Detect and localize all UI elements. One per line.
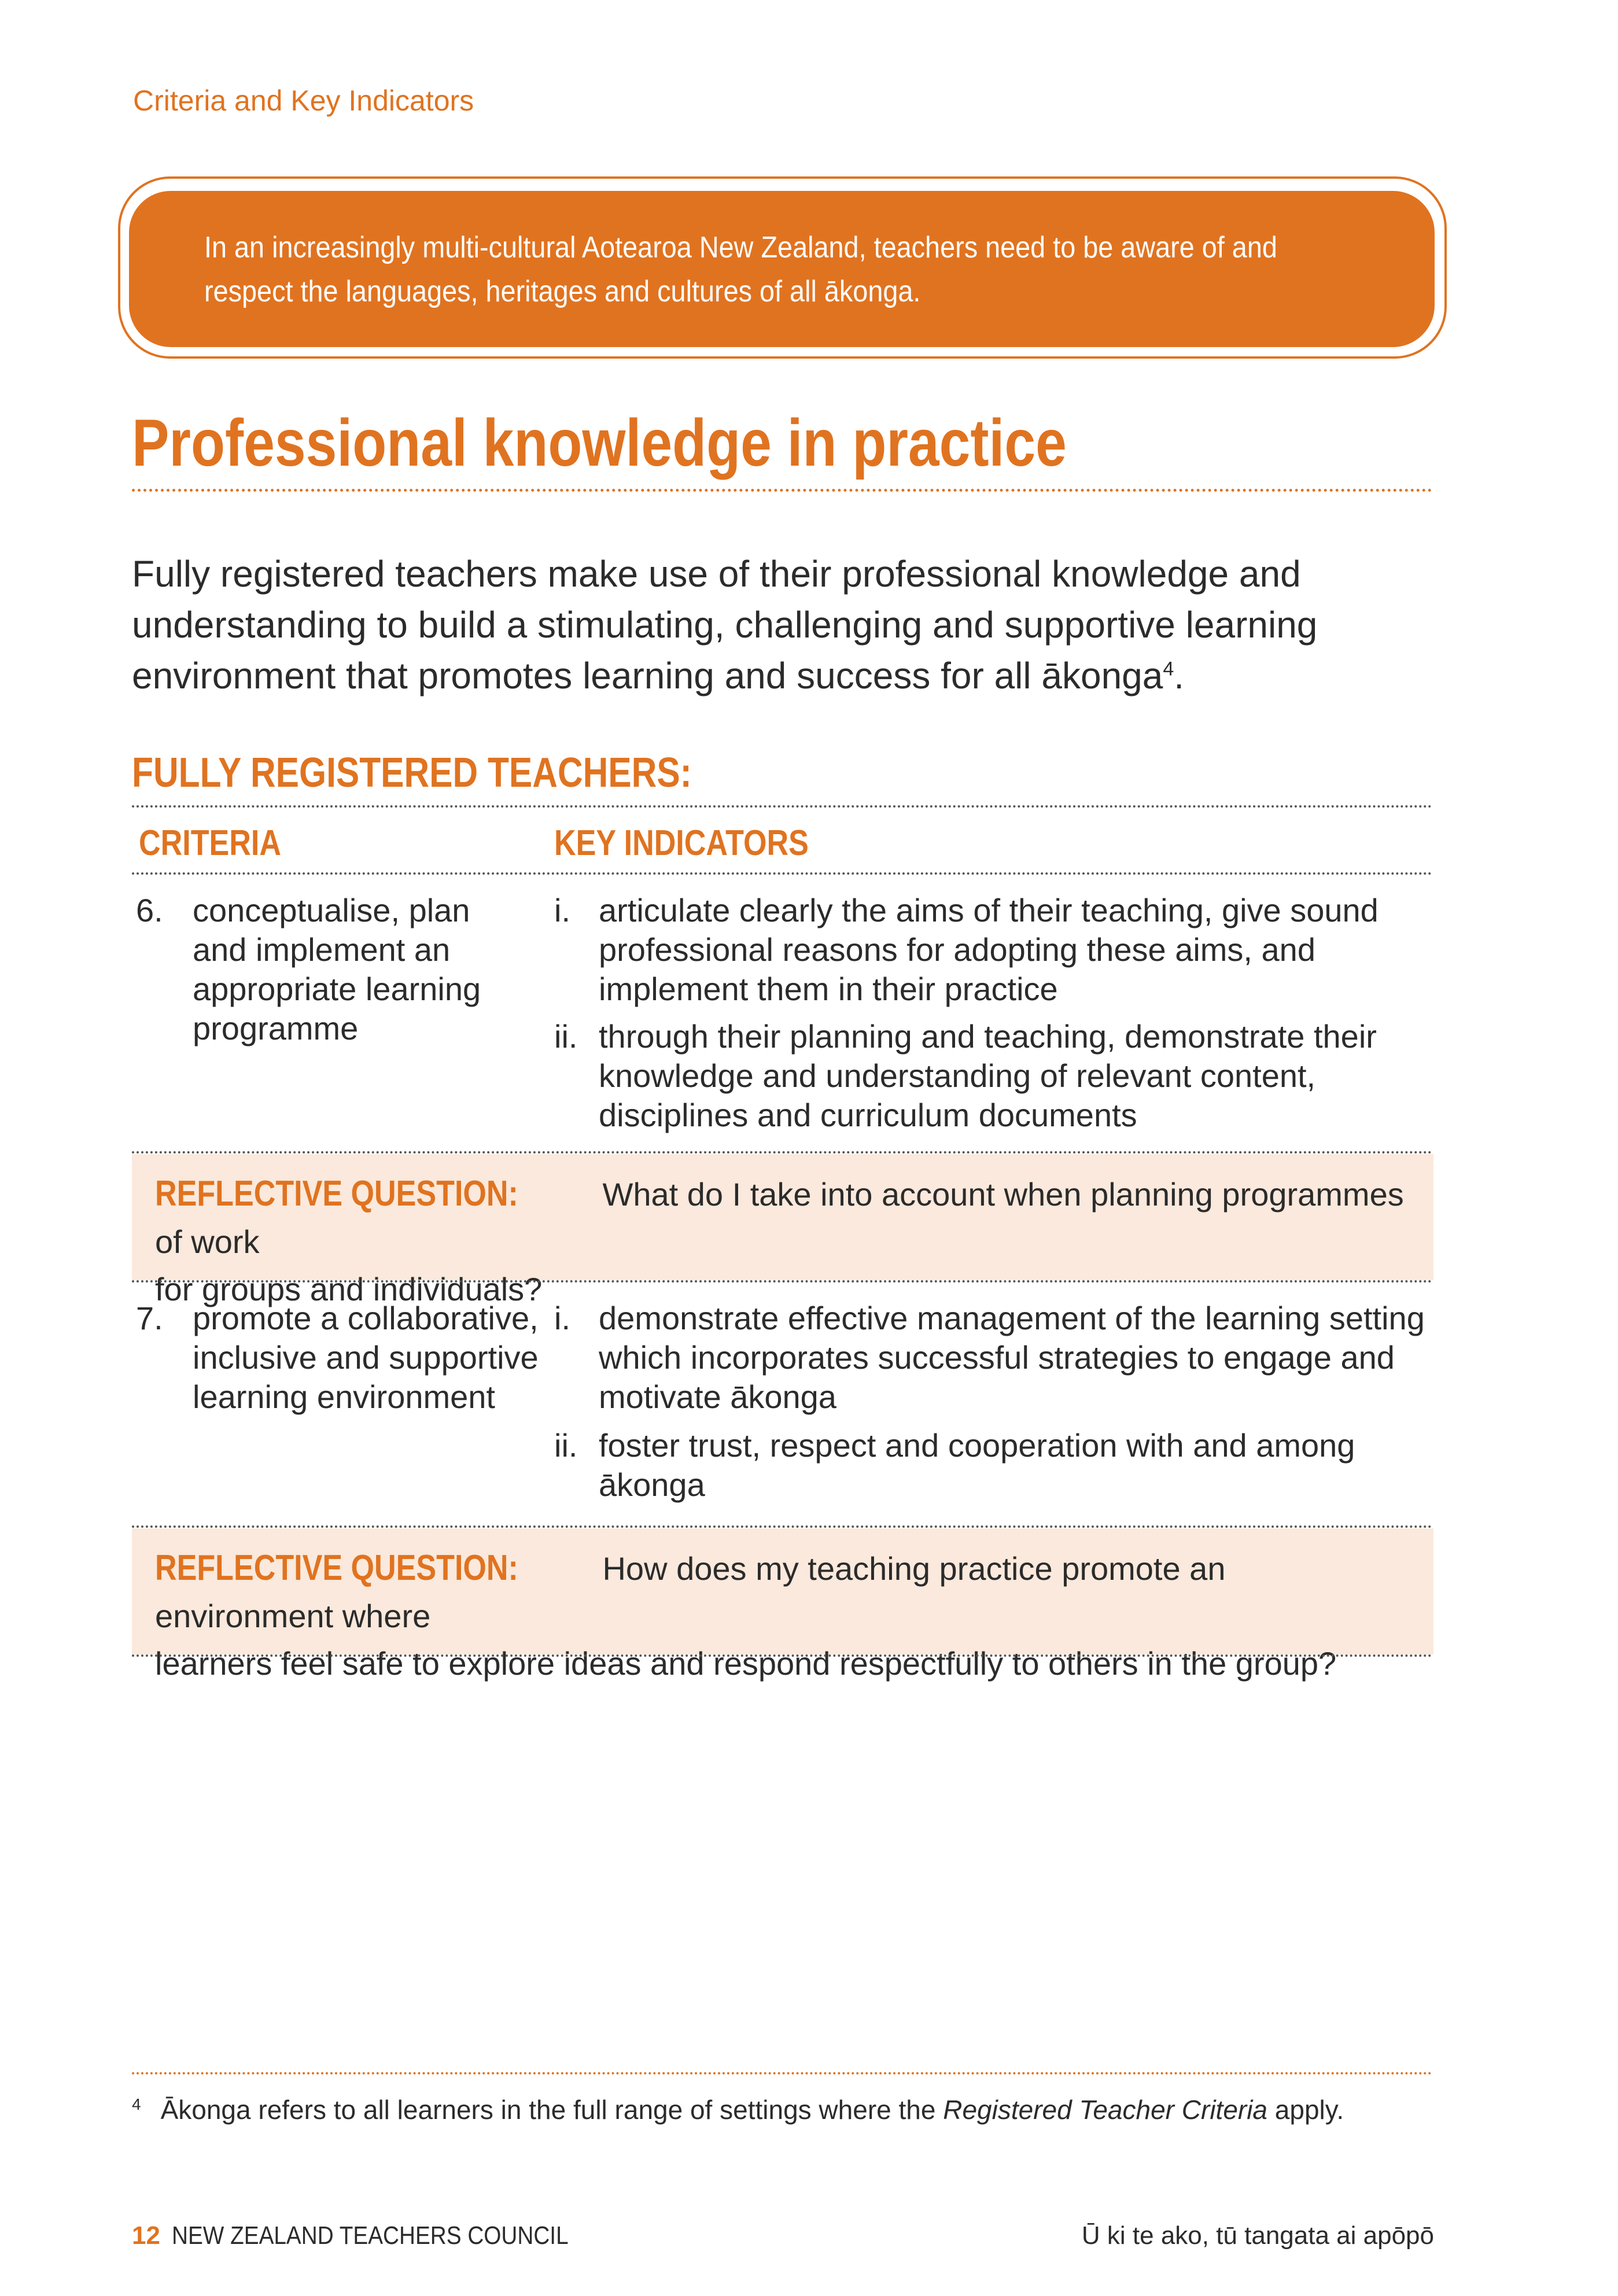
criterion-text [193,1299,539,1417]
indicator-line: which incorporates successful strategies to engage and [599,1339,1395,1376]
row-divider [132,1525,1432,1528]
section-heading [132,749,798,797]
indicator-line: knowledge and understanding of relevant content, [599,1057,1316,1094]
header-divider [132,872,1432,875]
footer-left [132,2221,622,2250]
title-divider [132,489,1432,492]
reflective-question-line: What do I take into account when planning programmes of work [155,1176,1404,1260]
column-header-criteria-text: CRITERIA [139,823,281,863]
intro-line-1: Fully registered teachers make use of their professional knowledge and [132,553,1301,595]
reflective-question-box [132,1154,1433,1307]
indicator-line: motivate ākonga [599,1379,836,1415]
indicator-number: ii. [554,1427,578,1464]
reflective-question-label: REFLECTIVE QUESTION: [155,1174,518,1214]
indicator-line: through their planning and teaching, demonstrate their [599,1018,1377,1055]
criterion-line: learning environment [193,1379,495,1415]
indicator-text [599,1426,1355,1505]
indicator-number: i. [554,1300,570,1336]
column-header-indicators-text: KEY INDICATORS [554,823,809,863]
footer-motto: Ū ki te ako, tū tangata ai apōpō [1081,2221,1434,2250]
page-title [132,405,1245,481]
indicator-line: disciplines and curriculum documents [599,1097,1137,1133]
indicator-line: ākonga [599,1466,705,1503]
intro-end: . [1174,655,1185,696]
reflective-question-box [132,1528,1433,1682]
page-number: 12 [132,2221,160,2250]
reflective-question-label: REFLECTIVE QUESTION: [155,1548,518,1588]
indicator-text [599,1017,1377,1135]
column-header-criteria [139,823,308,864]
criterion-line: and implement an [193,931,451,968]
section-heading-text: FULLY REGISTERED TEACHERS: [132,750,692,796]
reflective-question-line: for groups and individuals? [155,1271,543,1307]
callout-line-1: In an increasingly multi-cultural Aotearoa New Zealand, teachers need to be aware of and [204,231,1277,264]
footnote-italic: Registered Teacher Criteria [943,2095,1268,2125]
criterion-line: programme [193,1010,359,1046]
table-top-divider [132,805,1432,808]
criterion-line: promote a collaborative, [193,1300,539,1336]
row-divider [132,1151,1432,1153]
table-bottom-divider [132,1654,1432,1657]
criterion-text [193,891,481,1048]
indicator-line: articulate clearly the aims of their teaching, give sound [599,892,1379,928]
footnote-text-end: apply. [1267,2095,1344,2125]
footnote-reference[interactable]: 4 [1163,658,1174,680]
reflective-question-line: learners feel safe to explore ideas and respond respectfully to others in the group? [155,1645,1337,1682]
criterion-line: appropriate learning [193,971,481,1007]
intro-paragraph [132,548,1433,701]
indicator-text [599,1299,1425,1417]
row-divider [132,1280,1432,1282]
footer-organization: NEW ZEALAND TEACHERS COUNCIL [171,2221,569,2250]
indicator-line: implement them in their practice [599,971,1058,1007]
intro-line-2: understanding to build a stimulating, challenging and supportive learning [132,604,1318,646]
criterion-line: conceptualise, plan [193,892,470,928]
page-title-text: Professional knowledge in practice [132,406,1067,480]
column-header-indicators [554,823,857,864]
criterion-line: inclusive and supportive [193,1339,539,1376]
callout-line-2: respect the languages, heritages and cultures of all ākonga. [204,275,921,308]
indicator-line: foster trust, respect and cooperation with and among [599,1427,1355,1464]
footnote-text: Ākonga refers to all learners in the full range of settings where the [160,2095,943,2125]
footnote [132,2094,1344,2125]
intro-line-3: environment that promotes learning and success for all ākonga [132,655,1163,696]
criterion-number: 6. [136,892,163,928]
indicator-text [599,891,1379,1009]
indicator-number: ii. [554,1018,578,1055]
indicator-line: demonstrate effective management of the learning setting [599,1300,1425,1336]
callout-box [129,191,1435,347]
running-header: Criteria and Key Indicators [133,84,474,117]
footnote-marker: 4 [132,2095,141,2113]
criterion-number: 7. [136,1300,163,1336]
footnote-divider [132,2072,1432,2074]
reflective-question-line: How does my teaching practice promote an environment where [155,1550,1226,1634]
indicator-number: i. [554,892,570,928]
indicator-line: professional reasons for adopting these aims, and [599,931,1315,968]
